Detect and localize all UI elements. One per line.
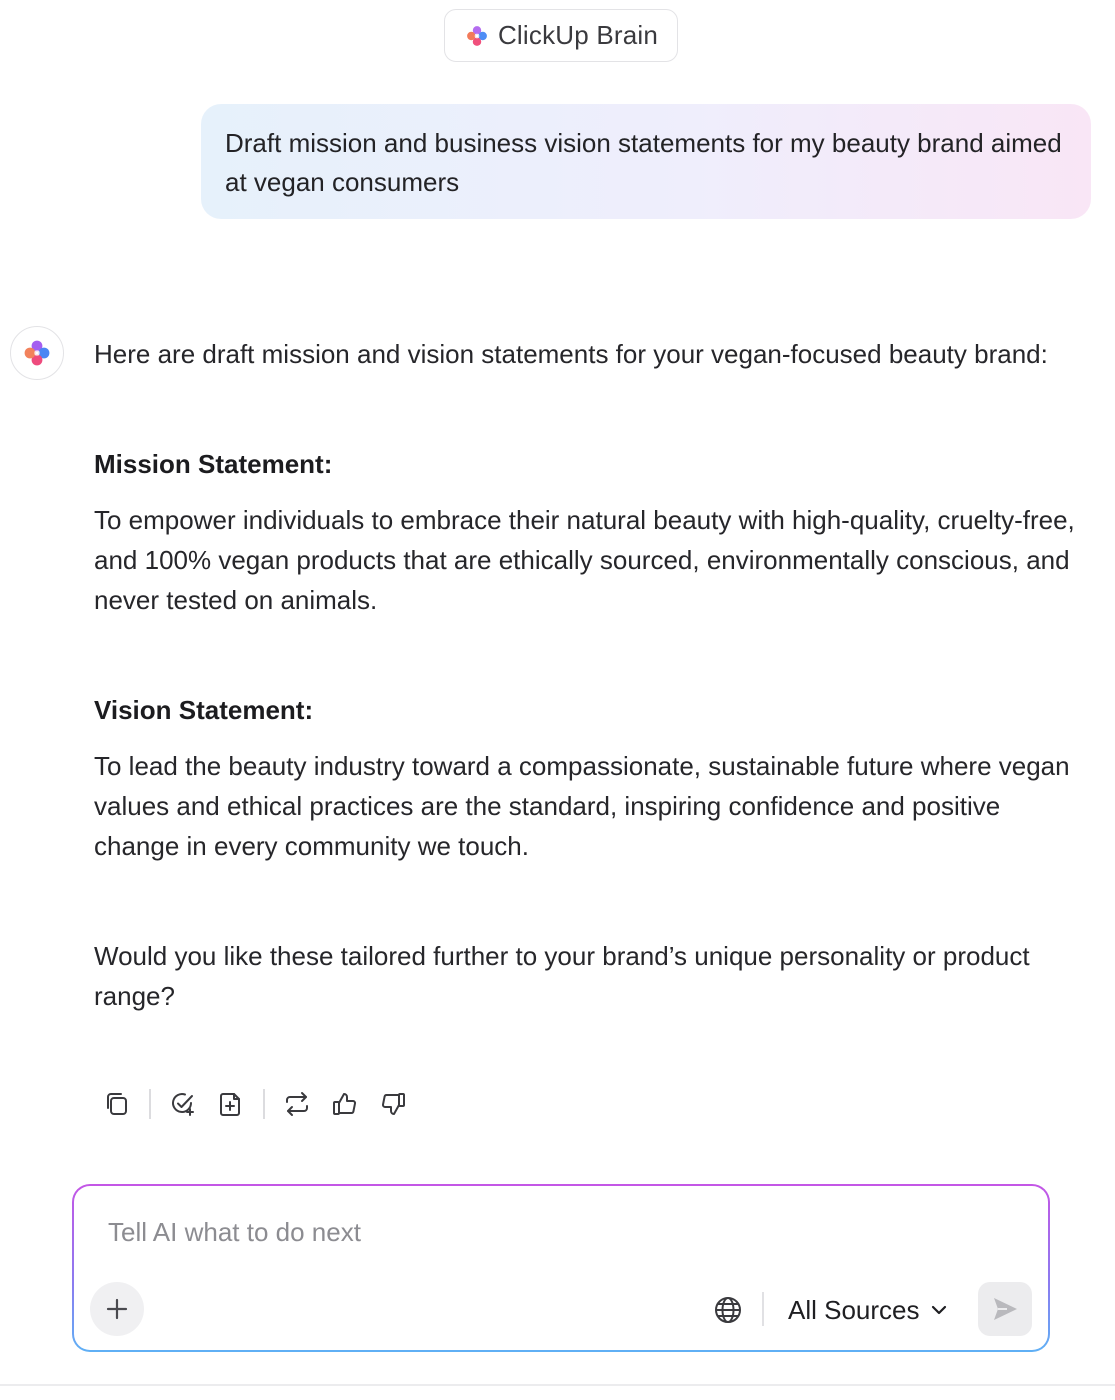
copy-button[interactable] (100, 1087, 134, 1121)
regenerate-icon (283, 1090, 311, 1118)
assistant-closing: Would you like these tailored further to your brand’s unique personality or product range? (94, 941, 1030, 1011)
plus-icon (104, 1296, 130, 1322)
mission-heading: Mission Statement: (94, 449, 333, 479)
copy-icon (103, 1090, 131, 1118)
create-task-button[interactable] (166, 1087, 200, 1121)
web-search-toggle[interactable] (712, 1294, 744, 1326)
send-icon (990, 1294, 1020, 1324)
bottom-divider (0, 1384, 1115, 1386)
clickup-brain-logo-icon (464, 23, 490, 49)
globe-icon (712, 1294, 744, 1326)
sources-label: All Sources (788, 1294, 920, 1325)
vision-heading: Vision Statement: (94, 695, 314, 725)
prompt-input[interactable] (108, 1214, 988, 1250)
regenerate-button[interactable] (280, 1087, 314, 1121)
add-to-doc-button[interactable] (214, 1087, 248, 1121)
action-divider (149, 1089, 151, 1119)
sources-dropdown[interactable] (788, 1290, 950, 1330)
thumbs-up-icon (331, 1090, 359, 1118)
header-title: ClickUp Brain (497, 20, 659, 50)
create-task-icon (169, 1090, 197, 1118)
composer-body (74, 1186, 1048, 1350)
user-message-bubble (201, 104, 1091, 219)
clickup-brain-avatar-icon (21, 337, 53, 369)
chevron-down-icon (928, 1299, 950, 1321)
composer (72, 1184, 1050, 1352)
thumbs-down-button[interactable] (376, 1087, 410, 1121)
vision-text: To lead the beauty industry toward a compassionate, sustainable future where vegan values and ethical practices are the standard, inspiring confidence and positive change in every community we touch. (94, 751, 1070, 861)
add-to-doc-icon (217, 1090, 245, 1118)
thumbs-up-button[interactable] (328, 1087, 362, 1121)
ai-avatar (10, 326, 64, 380)
thumbs-down-icon (379, 1090, 407, 1118)
assistant-intro: Here are draft mission and vision statements for your vegan-focused beauty brand: (94, 339, 1048, 369)
composer-divider (762, 1292, 764, 1326)
assistant-message (94, 334, 1084, 1016)
message-actions (100, 1086, 410, 1122)
user-message-text: Draft mission and business vision statements for my beauty brand aimed at vegan consumers (225, 128, 1062, 197)
action-divider (263, 1089, 265, 1119)
add-attachment-button[interactable] (90, 1282, 144, 1336)
send-button[interactable] (978, 1282, 1032, 1336)
clickup-brain-header[interactable] (444, 9, 678, 62)
mission-text: To empower individuals to embrace their natural beauty with high-quality, cruelty-free, and 100% vegan products that are ethically sourced, environmentally conscious, and never tested on animals. (94, 505, 1075, 615)
